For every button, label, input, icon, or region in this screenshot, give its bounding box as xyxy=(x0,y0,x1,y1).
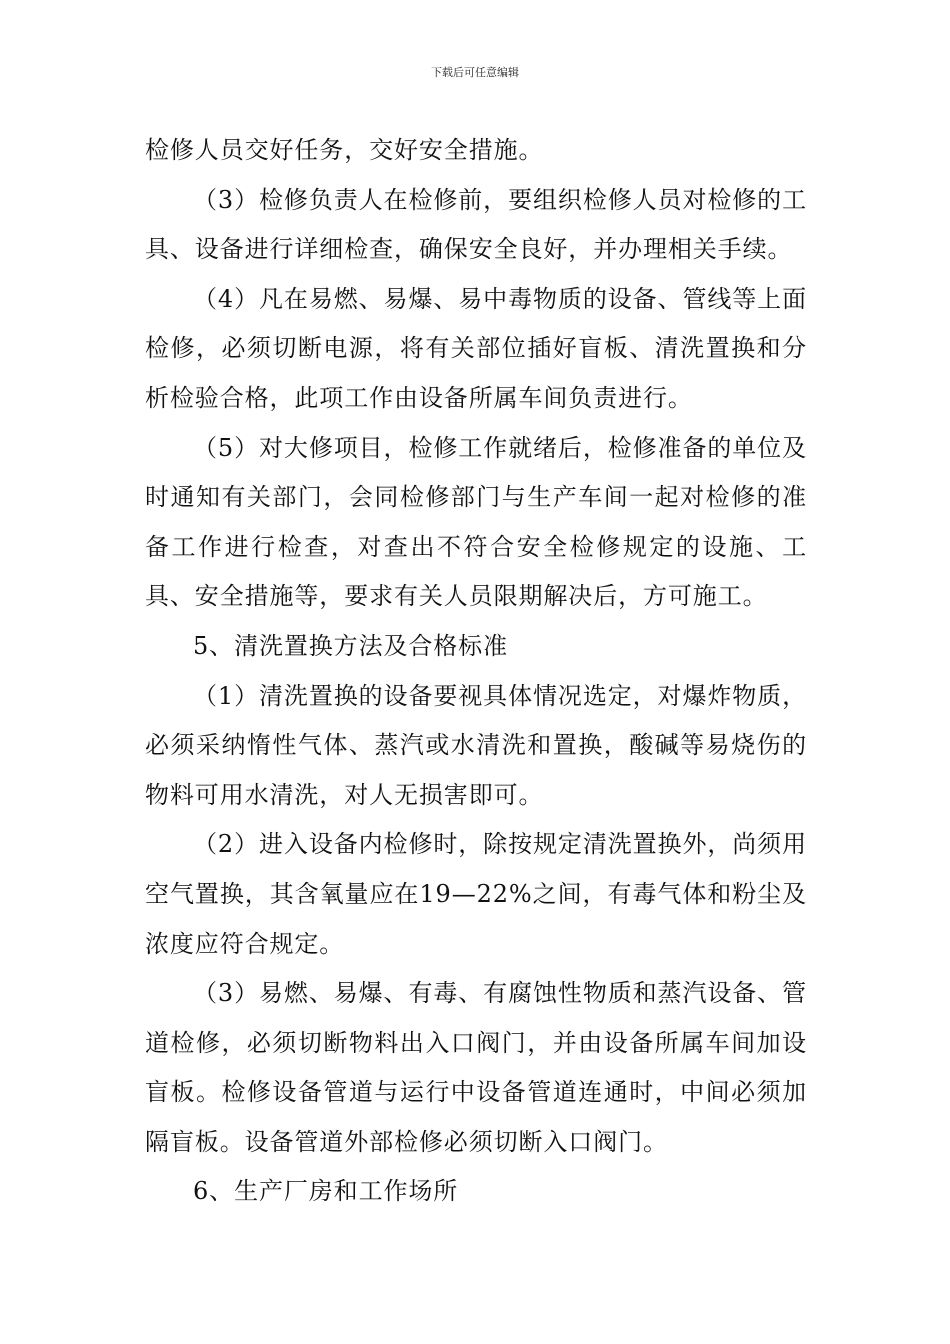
section-heading-5: 5、清洗置换方法及合格标准 xyxy=(193,631,508,660)
paragraph-item-3b: （3）易燃、易爆、有毒、有腐蚀性物质和蒸汽设备、管道检修，必须切断物料出入口阀门，并由设备所属车间加设盲板。检修设备管道与运行中设备管道连通时，中间必须加隔盲板。设备管道外部检修必须切断入口阀门。 xyxy=(145,979,807,1156)
paragraph-item-3: （3）检修负责人在检修前，要组织检修人员对检修的工具、设备进行详细检查，确保安全良好，并办理相关手续。 xyxy=(145,185,807,264)
section-heading-6: 6、生产厂房和工作场所 xyxy=(193,1177,459,1206)
paragraph-item-1: （1）清洗置换的设备要视具体情况选定，对爆炸物质，必须采纳惰性气体、蒸汽或水清洗和置换，酸碱等易烧伤的物料可用水清洗，对人无损害即可。 xyxy=(145,681,807,809)
document-body xyxy=(145,126,807,1217)
paragraph-item-5: （5）对大修项目，检修工作就绪后，检修准备的单位及时通知有关部门，会同检修部门与生产车间一起对检修的准备工作进行检查，对查出不符合安全检修规定的设施、工具、安全措施等，要求有关人员限期解决后，方可施工。 xyxy=(145,433,807,611)
paragraph-continuation: 检修人员交好任务，交好安全措施。 xyxy=(145,136,544,164)
page-header: 下载后可任意编辑 xyxy=(431,66,519,79)
paragraph-item-4: （4）凡在易燃、易爆、易中毒物质的设备、管线等上面检修，必须切断电源，将有关部位插好盲板、清洗置换和分析检验合格，此项工作由设备所属车间负责进行。 xyxy=(145,284,807,412)
paragraph-item-2: （2）进入设备内检修时，除按规定清洗置换外，尚须用空气置换，其含氧量应在19—22%之间，有毒气体和粉尘及浓度应符合规定。 xyxy=(145,830,807,958)
